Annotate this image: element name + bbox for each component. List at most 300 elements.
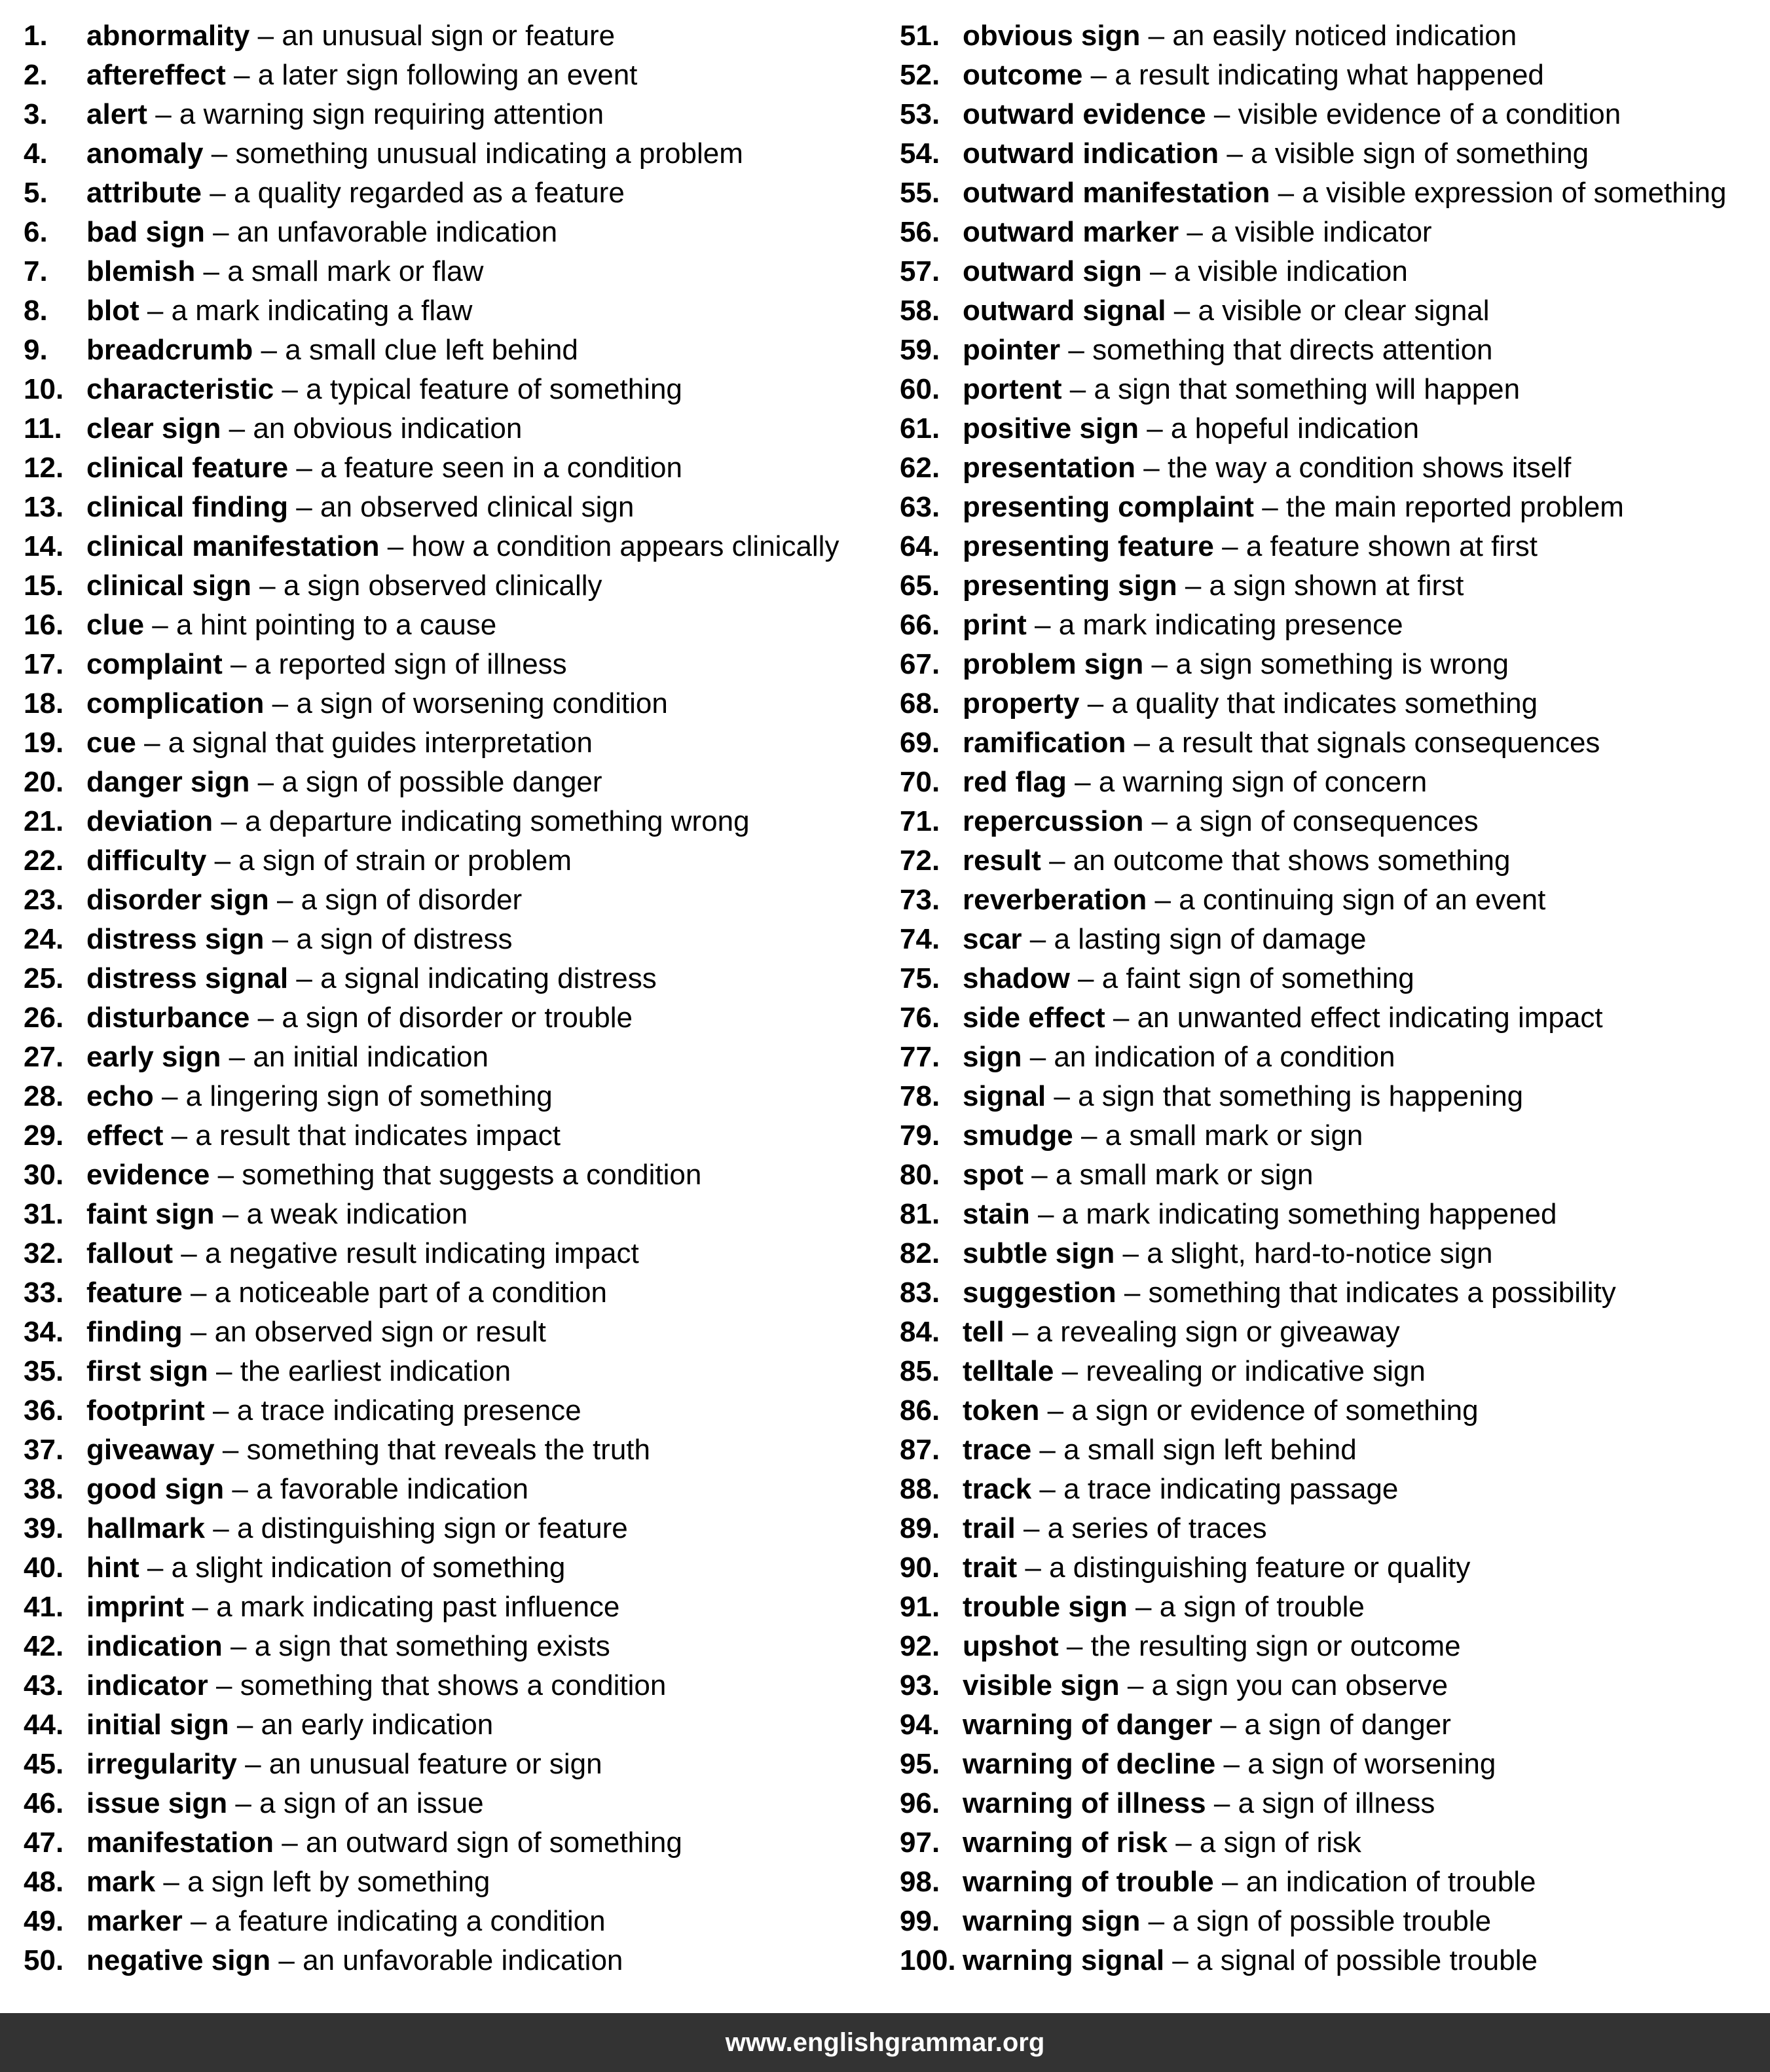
item-term: clinical finding <box>86 491 289 523</box>
item-separator: – <box>233 59 250 91</box>
item-definition: an observed sign or result <box>214 1316 546 1348</box>
item-term: presenting complaint <box>963 491 1254 523</box>
item-number: 72. <box>900 845 940 877</box>
footer-website: www.englishgrammar.org <box>725 2027 1045 2057</box>
item-separator: – <box>296 491 312 523</box>
item-text <box>963 1705 1451 1745</box>
item-number: 31. <box>24 1198 64 1230</box>
list-item <box>24 1902 888 1941</box>
item-number: 15. <box>24 570 64 602</box>
item-term: side effect <box>963 1002 1105 1034</box>
item-definition: a sign of distress <box>296 923 513 955</box>
item-number: 44. <box>24 1709 64 1741</box>
item-number: 12. <box>24 452 64 484</box>
item-separator: – <box>144 727 160 759</box>
item-term: warning of decline <box>963 1748 1216 1780</box>
item-text <box>86 1116 561 1155</box>
list-item <box>24 1470 888 1509</box>
item-term: trouble sign <box>963 1591 1128 1623</box>
item-definition: an obvious indication <box>253 412 523 445</box>
item-text <box>86 252 483 291</box>
list-item <box>900 1588 1770 1627</box>
item-number: 78. <box>900 1080 940 1112</box>
item-definition: an outcome that shows something <box>1073 845 1511 877</box>
item-definition: an easily noticed indication <box>1172 20 1517 52</box>
list-item <box>900 920 1770 959</box>
item-separator: – <box>1148 1905 1165 1937</box>
item-text <box>86 331 578 370</box>
item-term: print <box>963 609 1027 641</box>
list-item <box>24 488 888 527</box>
item-definition: an unwanted effect indicating impact <box>1137 1002 1603 1034</box>
item-text <box>86 409 522 448</box>
item-separator: – <box>1023 1512 1040 1544</box>
word-list-column-left <box>24 16 888 1980</box>
item-separator: – <box>272 687 289 719</box>
item-separator: – <box>221 805 237 837</box>
item-separator: – <box>1078 962 1094 994</box>
list-item <box>24 252 888 291</box>
item-definition: a quality regarded as a feature <box>233 177 625 209</box>
item-number: 7. <box>24 255 48 287</box>
item-term: warning of risk <box>963 1827 1168 1859</box>
item-term: disorder sign <box>86 884 269 916</box>
item-text <box>86 1391 581 1430</box>
item-term: good sign <box>86 1473 225 1505</box>
list-item <box>24 370 888 409</box>
item-term: footprint <box>86 1394 205 1427</box>
item-definition: an observed clinical sign <box>320 491 635 523</box>
item-separator: – <box>147 1552 164 1584</box>
item-separator: – <box>1029 1041 1046 1073</box>
item-separator: – <box>1222 1866 1238 1898</box>
item-separator: – <box>211 137 228 170</box>
item-number: 49. <box>24 1905 64 1937</box>
list-item <box>900 1745 1770 1784</box>
item-separator: – <box>1061 1355 1079 1387</box>
item-number: 73. <box>900 884 940 916</box>
item-definition: a small clue left behind <box>285 334 578 366</box>
item-separator: – <box>1031 1159 1048 1191</box>
list-item <box>900 1470 1770 1509</box>
list-item <box>900 1509 1770 1548</box>
item-term: clinical sign <box>86 570 251 602</box>
item-separator: – <box>232 1473 248 1505</box>
item-separator: – <box>1185 570 1202 602</box>
item-definition: a sign of disorder <box>301 884 523 916</box>
item-number: 98. <box>900 1866 940 1898</box>
item-number: 8. <box>24 295 48 327</box>
item-text <box>963 331 1493 370</box>
list-item <box>900 684 1770 723</box>
item-definition: a mark indicating presence <box>1058 609 1403 641</box>
item-number: 46. <box>24 1787 64 1819</box>
word-list-column-right <box>900 16 1770 1980</box>
list-item <box>900 1077 1770 1116</box>
item-separator: – <box>387 530 404 562</box>
item-term: reverberation <box>963 884 1147 916</box>
item-number: 28. <box>24 1080 64 1112</box>
item-separator: – <box>214 845 231 877</box>
list-item <box>900 723 1770 763</box>
item-term: aftereffect <box>86 59 226 91</box>
item-separator: – <box>278 1944 295 1976</box>
item-definition: a departure indicating something wrong <box>245 805 750 837</box>
list-item <box>900 1627 1770 1666</box>
item-term: warning signal <box>963 1944 1165 1976</box>
item-term: danger sign <box>86 766 250 798</box>
item-number: 20. <box>24 766 64 798</box>
item-number: 5. <box>24 177 48 209</box>
item-term: bad sign <box>86 216 205 248</box>
item-term: outward sign <box>963 255 1142 287</box>
item-definition: a signal that guides interpretation <box>168 727 593 759</box>
item-text <box>86 56 637 95</box>
item-separator: – <box>163 1866 179 1898</box>
item-separator: – <box>1069 373 1086 405</box>
item-term: indication <box>86 1630 223 1662</box>
item-text <box>963 16 1517 56</box>
item-text <box>86 1313 546 1352</box>
item-text <box>86 723 593 763</box>
item-text <box>86 1588 619 1627</box>
list-item <box>24 527 888 566</box>
item-term: warning sign <box>963 1905 1141 1937</box>
item-term: pointer <box>963 334 1061 366</box>
item-definition: a continuing sign of an event <box>1179 884 1546 916</box>
list-item <box>900 1705 1770 1745</box>
item-number: 94. <box>900 1709 940 1741</box>
item-text <box>86 1155 701 1195</box>
list-item <box>900 291 1770 331</box>
item-definition: a sign of disorder or trouble <box>282 1002 633 1034</box>
item-number: 68. <box>900 687 940 719</box>
item-definition: an early indication <box>261 1709 494 1741</box>
list-item <box>900 331 1770 370</box>
item-term: outward indication <box>963 137 1219 170</box>
item-separator: – <box>161 1080 178 1112</box>
item-text <box>963 448 1571 488</box>
item-separator: – <box>1054 1080 1070 1112</box>
item-separator: – <box>1150 255 1166 287</box>
item-definition: a small sign left behind <box>1063 1434 1357 1466</box>
item-text <box>963 566 1464 606</box>
item-definition: a lingering sign of something <box>185 1080 553 1112</box>
item-text <box>963 1509 1267 1548</box>
item-definition: a small mark or flaw <box>227 255 484 287</box>
list-item <box>900 1784 1770 1823</box>
item-term: trace <box>963 1434 1032 1466</box>
item-definition: how a condition appears clinically <box>411 530 839 562</box>
item-text <box>963 1941 1538 1980</box>
item-number: 71. <box>900 805 940 837</box>
item-number: 42. <box>24 1630 64 1662</box>
item-text <box>86 1273 607 1313</box>
item-separator: – <box>1087 687 1104 719</box>
item-term: early sign <box>86 1041 221 1073</box>
item-definition: the way a condition shows itself <box>1168 452 1572 484</box>
item-definition: a signal of possible trouble <box>1196 1944 1538 1976</box>
list-item <box>24 1313 888 1352</box>
item-term: initial sign <box>86 1709 229 1741</box>
item-separator: – <box>190 1316 207 1348</box>
list-item <box>900 213 1770 252</box>
item-number: 24. <box>24 923 64 955</box>
item-definition: an indication of a condition <box>1054 1041 1395 1073</box>
item-number: 27. <box>24 1041 64 1073</box>
item-separator: – <box>282 1827 298 1859</box>
item-definition: an unusual feature or sign <box>268 1748 602 1780</box>
list-item <box>24 1509 888 1548</box>
item-definition: a sign that something will happen <box>1094 373 1521 405</box>
item-term: clinical feature <box>86 452 289 484</box>
item-text <box>963 1863 1536 1902</box>
item-text <box>963 606 1403 645</box>
item-separator: – <box>155 98 172 130</box>
item-separator: – <box>1148 20 1165 52</box>
item-text <box>86 841 572 881</box>
list-item <box>900 1038 1770 1077</box>
item-text <box>86 1784 484 1823</box>
list-item <box>900 1666 1770 1705</box>
item-number: 10. <box>24 373 64 405</box>
list-item <box>24 1077 888 1116</box>
item-number: 81. <box>900 1198 940 1230</box>
item-term: mark <box>86 1866 156 1898</box>
item-term: property <box>963 687 1080 719</box>
item-term: breadcrumb <box>86 334 253 366</box>
item-text <box>963 1588 1365 1627</box>
list-item <box>900 645 1770 684</box>
item-term: blemish <box>86 255 196 287</box>
item-text <box>86 684 668 723</box>
item-term: upshot <box>963 1630 1059 1662</box>
item-definition: a sign of consequences <box>1175 805 1479 837</box>
item-number: 70. <box>900 766 940 798</box>
item-text <box>86 1745 602 1784</box>
item-term: positive sign <box>963 412 1139 445</box>
list-item <box>900 488 1770 527</box>
item-definition: an outward sign of something <box>306 1827 682 1859</box>
item-separator: – <box>213 216 229 248</box>
list-item <box>900 56 1770 95</box>
item-term: distress signal <box>86 962 289 994</box>
item-number: 30. <box>24 1159 64 1191</box>
item-separator: – <box>261 334 278 366</box>
item-text <box>86 959 657 998</box>
list-item <box>24 1666 888 1705</box>
item-separator: – <box>1039 1434 1056 1466</box>
list-item <box>24 841 888 881</box>
item-text <box>963 1195 1557 1234</box>
item-text <box>86 1352 511 1391</box>
item-separator: – <box>296 452 312 484</box>
list-item <box>24 566 888 606</box>
list-item <box>900 527 1770 566</box>
list-item <box>900 1941 1770 1980</box>
item-definition: something that suggests a condition <box>242 1159 702 1191</box>
item-number: 37. <box>24 1434 64 1466</box>
list-item <box>900 802 1770 841</box>
item-number: 22. <box>24 845 64 877</box>
item-separator: – <box>1090 59 1107 91</box>
item-number: 64. <box>900 530 940 562</box>
item-number: 25. <box>24 962 64 994</box>
item-term: finding <box>86 1316 183 1348</box>
item-text <box>86 1195 468 1234</box>
list-item <box>900 881 1770 920</box>
item-definition: a warning sign requiring attention <box>179 98 604 130</box>
item-term: trait <box>963 1552 1018 1584</box>
item-separator: – <box>213 1394 229 1427</box>
item-text <box>86 1509 628 1548</box>
item-number: 11. <box>24 412 62 445</box>
item-definition: a sign of an issue <box>259 1787 484 1819</box>
list-item <box>24 1823 888 1863</box>
item-term: presenting feature <box>963 530 1214 562</box>
item-term: anomaly <box>86 137 204 170</box>
item-text <box>86 16 615 56</box>
word-list <box>0 16 1770 1990</box>
item-term: clinical manifestation <box>86 530 380 562</box>
item-definition: a feature seen in a condition <box>320 452 682 484</box>
list-item <box>900 1430 1770 1470</box>
item-definition: something that reveals the truth <box>246 1434 650 1466</box>
item-definition: a small mark or sign <box>1105 1119 1363 1152</box>
item-term: attribute <box>86 177 202 209</box>
item-term: faint sign <box>86 1198 215 1230</box>
list-item <box>900 95 1770 134</box>
list-item <box>900 134 1770 173</box>
item-separator: – <box>147 295 164 327</box>
item-separator: – <box>1222 530 1238 562</box>
item-number: 58. <box>900 295 940 327</box>
item-text <box>86 566 602 606</box>
item-definition: a sign of possible trouble <box>1172 1905 1492 1937</box>
item-number: 47. <box>24 1827 64 1859</box>
item-definition: a signal indicating distress <box>320 962 657 994</box>
item-text <box>963 998 1603 1038</box>
list-item <box>24 881 888 920</box>
item-term: subtle sign <box>963 1237 1115 1269</box>
list-item <box>900 252 1770 291</box>
item-separator: – <box>1151 648 1168 680</box>
item-separator: – <box>1147 412 1163 445</box>
item-term: clear sign <box>86 412 221 445</box>
item-definition: a sign of worsening condition <box>296 687 668 719</box>
item-definition: a later sign following an event <box>257 59 638 91</box>
item-number: 87. <box>900 1434 940 1466</box>
item-separator: – <box>217 1159 234 1191</box>
item-definition: a visible sign of something <box>1251 137 1589 170</box>
item-definition: a visible indication <box>1173 255 1408 287</box>
list-item <box>24 409 888 448</box>
item-definition: the main reported problem <box>1285 491 1624 523</box>
item-number: 79. <box>900 1119 940 1152</box>
item-term: issue sign <box>86 1787 228 1819</box>
item-number: 80. <box>900 1159 940 1191</box>
item-separator: – <box>1226 137 1243 170</box>
item-number: 1. <box>24 20 48 52</box>
list-item <box>24 998 888 1038</box>
list-item <box>24 1941 888 1980</box>
item-term: distress sign <box>86 923 265 955</box>
item-number: 40. <box>24 1552 64 1584</box>
item-separator: – <box>1172 1944 1189 1976</box>
item-text <box>963 252 1408 291</box>
item-definition: a sign of danger <box>1244 1709 1451 1741</box>
item-number: 75. <box>900 962 940 994</box>
item-separator: – <box>1068 334 1084 366</box>
item-text <box>86 998 633 1038</box>
item-term: trail <box>963 1512 1016 1544</box>
item-term: negative sign <box>86 1944 271 1976</box>
item-number: 67. <box>900 648 940 680</box>
item-term: alert <box>86 98 147 130</box>
item-separator: – <box>1037 1198 1054 1230</box>
item-separator: – <box>229 412 246 445</box>
item-text <box>963 409 1419 448</box>
item-definition: a series of traces <box>1047 1512 1267 1544</box>
item-number: 4. <box>24 137 48 170</box>
item-term: track <box>963 1473 1032 1505</box>
item-number: 95. <box>900 1748 940 1780</box>
item-text <box>963 1116 1363 1155</box>
item-separator: – <box>282 373 298 405</box>
item-separator: – <box>1049 845 1065 877</box>
item-text <box>86 1430 650 1470</box>
item-separator: – <box>1213 1787 1230 1819</box>
item-text <box>963 173 1726 213</box>
item-text <box>86 920 513 959</box>
item-text <box>86 645 567 684</box>
list-item <box>900 1155 1770 1195</box>
item-term: first sign <box>86 1355 208 1387</box>
item-number: 2. <box>24 59 48 91</box>
item-separator: – <box>229 1041 246 1073</box>
item-number: 61. <box>900 412 940 445</box>
item-number: 83. <box>900 1277 940 1309</box>
list-item <box>24 16 888 56</box>
item-text <box>86 1705 493 1745</box>
list-item <box>900 173 1770 213</box>
item-number: 93. <box>900 1669 940 1701</box>
item-number: 13. <box>24 491 64 523</box>
item-definition: a small mark or sign <box>1055 1159 1314 1191</box>
list-item <box>900 841 1770 881</box>
item-number: 97. <box>900 1827 940 1859</box>
list-item <box>24 1745 888 1784</box>
item-definition: the resulting sign or outcome <box>1090 1630 1461 1662</box>
item-number: 23. <box>24 884 64 916</box>
list-item <box>24 213 888 252</box>
item-definition: a sign of risk <box>1199 1827 1361 1859</box>
item-text <box>86 1548 565 1588</box>
item-definition: a sign that something is happening <box>1078 1080 1524 1112</box>
list-item <box>24 1627 888 1666</box>
item-number: 56. <box>900 216 940 248</box>
item-separator: – <box>1035 609 1051 641</box>
item-number: 17. <box>24 648 64 680</box>
item-number: 29. <box>24 1119 64 1152</box>
item-separator: – <box>296 962 312 994</box>
item-number: 88. <box>900 1473 940 1505</box>
list-item <box>24 331 888 370</box>
item-number: 53. <box>900 98 940 130</box>
list-item <box>24 723 888 763</box>
list-item <box>24 802 888 841</box>
list-item <box>24 959 888 998</box>
